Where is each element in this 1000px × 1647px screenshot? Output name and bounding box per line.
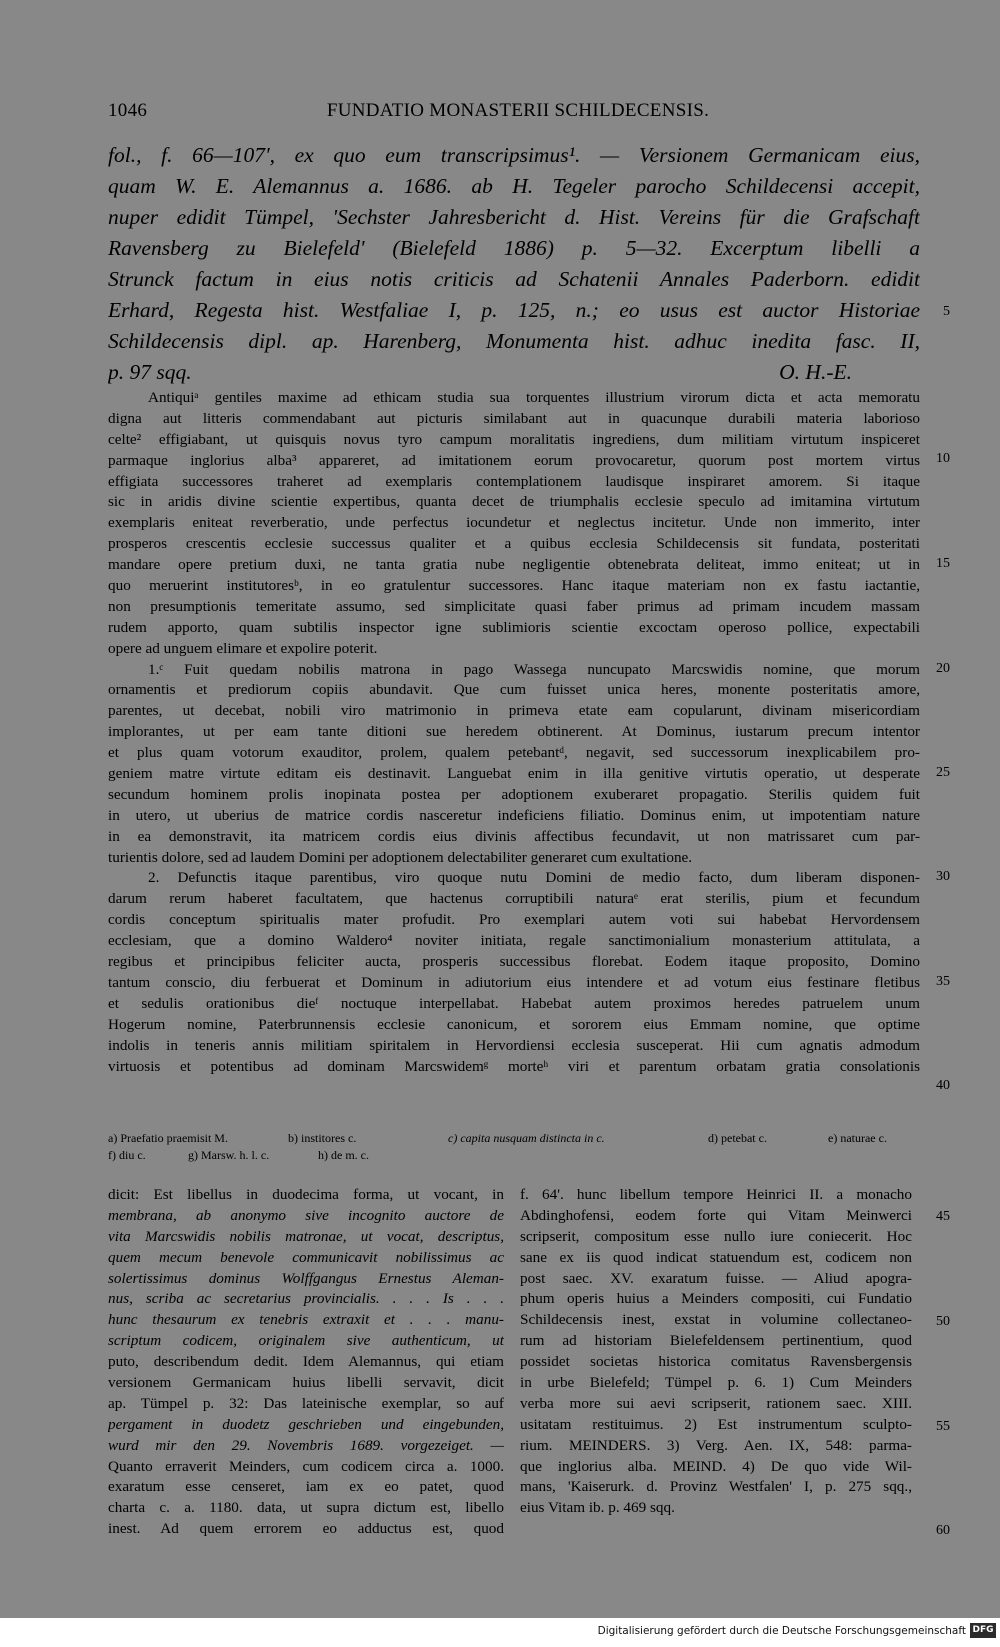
note-line: versionem Germanicam huius libelli servavit, dicit — [108, 1374, 504, 1392]
body-line: darum rerum haberet facultatem, que hactenus corruptibili naturaᵉ erat sterilis, pium et fecundum — [108, 890, 920, 908]
note-line: inest. Ad quem errorem eo adductus est, quod — [108, 1520, 504, 1538]
intro-line: p. 97 sqq. — [108, 360, 192, 384]
footnote: d) petebat c. — [708, 1131, 767, 1145]
note-line: Abdinghofensi, eodem forte qui Vitam Meinwerci — [520, 1206, 912, 1224]
funding-credit: Digitalisierung gefördert durch die Deutsche Forschungsgemeinschaft — [597, 1625, 966, 1637]
page-number: 1046 — [108, 100, 148, 121]
intro-line: nuper edidit Tümpel, 'Sechster Jahresbericht d. Hist. Vereins für die Grafschaft — [108, 205, 920, 229]
note-line: mans, 'Kaiserurk. d. Provinz Westfalen' I, p. 275 sqq., — [520, 1478, 912, 1496]
body-line: parentes, ut decebat, nobili viro matrimonio in primeva etate eam copularunt, divinam misericordiam — [108, 702, 920, 720]
body-line: in ea demonstravit, ita matricem cordis eius divinis affectibus fecundavit, ut non matrissaret cum par- — [108, 827, 920, 845]
digitization-footer — [0, 1618, 1000, 1647]
line-number: 10 — [936, 451, 950, 466]
body-line: et sedulis orationibus dieᶠ noctuque interpellabat. Habebat autem proximos heredes patruelem unum — [108, 994, 920, 1012]
footnote: a) Praefatio praemisit M. — [108, 1131, 228, 1145]
footnote: g) Marsw. h. l. c. — [188, 1148, 270, 1162]
body-line: Antiquiᵃ gentiles maxime ad ethicam studia sua torquentes illustrium virorum dicta et acta memoratu — [148, 389, 920, 406]
body-line: indolis in teneris annis militiam spiritalem in Hervordiensi ecclesia susceperat. Hii cum agnatis admodum — [108, 1036, 920, 1054]
footnote-row — [108, 1130, 908, 1147]
note-line: post saec. XV. exaratum fuisse. — Aliud apogra- — [520, 1269, 912, 1287]
note-line: ap. Tümpel p. 32: Das lateinische exemplar, so auf — [108, 1394, 504, 1412]
note-line: hunc thesaurum ex tenebris extraxit et . . . manu- — [108, 1311, 504, 1329]
intro-line: Strunck factum in eius notis criticis ad Schatenii Annales Paderborn. edidit — [108, 267, 920, 291]
body-line: Hogerum nomine, Paterbrunnensis ecclesie canonicum, et sororem eius Emmam nomine, que optime — [108, 1015, 920, 1033]
footnote-row — [108, 1147, 908, 1164]
line-number: 40 — [936, 1078, 950, 1093]
body-line: 1.ᶜ Fuit quedam nobilis matrona in pago Wassega nuncupato Marcswidis nomine, que morum — [148, 660, 920, 678]
line-number: 45 — [936, 1209, 950, 1224]
body-line: et plus quam votorum exauditor, prolem, qualem petebantᵈ, negavit, sed successorum inexplicabilem pro- — [108, 744, 920, 762]
body-line: rudem apporto, quam subtilis inspector igne sublimioris scientie excoctam operoso pollice, expectabili — [108, 618, 920, 636]
note-line: Schildecensis inest, exstat in volumine collectaneo- — [520, 1311, 912, 1329]
note-line: puto, describendum dedit. Idem Alemannus, qui etiam — [108, 1353, 504, 1371]
intro-line: fol., f. 66—107', ex quo eum transcripsimus¹. — Versionem Germanicam eius, — [108, 143, 920, 167]
body-line: cordis conceptum spiritualis mater profudit. Pro exemplari autem voti sui habebat Hervordensem — [108, 911, 920, 929]
note-line: phum operis huius a Meinders compositi, cui Fundatio — [520, 1290, 912, 1308]
note-line: charta c. a. 1180. data, ut supra dictum est, libello — [108, 1499, 504, 1517]
left-notes-column — [108, 1185, 504, 1540]
note-line: dicit: Est libellus in duodecima forma, ut vocant, in — [108, 1186, 504, 1203]
dfg-logo: DFG — [970, 1623, 996, 1638]
intro-line: Ravensberg zu Bielefeld' (Bielefeld 1886) p. 5—32. Excerptum libelli a — [108, 236, 920, 260]
body-line: ornamentis et prediorum copiis abundavit. Que cum fuisset unica heres, monente posteritatis amore, — [108, 681, 920, 699]
note-line: membrana, ab anonymo sive incognito auctore de — [108, 1206, 504, 1224]
body-line: ecclesiam, que a domino Waldero⁴ noviter initiata, regale sanctimonialium monasterium attitulata, a — [108, 932, 920, 950]
body-line: implorantes, ut per eam tante ditioni sue heredem obtinerent. At Dominus, iustarum precum intentor — [108, 723, 920, 741]
body-line: exemplaris eniteat reverberatio, unde perfectus iocundetur et neglectus incitetur. Unde non immerito, inter — [108, 514, 920, 532]
intro-line: Erhard, Regesta hist. Westfaliae I, p. 125, n.; eo usus est auctor Historiae — [108, 298, 920, 322]
body-line: geniem matre virtute editam eis destinavit. Languebat enim in illa genitive virtutis operatio, ut desperate — [108, 765, 920, 783]
body-line: tantum conscio, diu ferbuerat et Dominum in adiutorium eius intendere et ad votum eius festinare fletibus — [108, 973, 920, 991]
note-line: f. 64'. hunc libellum tempore Heinrici II. a monacho — [520, 1186, 912, 1203]
body-line: mandare opere pretium duxi, ne tanta gratia nube negligentie obtenebrata deliteat, immo eniteat; ut in — [108, 556, 920, 574]
note-line: que inglorius alba. MEIND. 4) De quo vide Wil- — [520, 1457, 912, 1475]
body-line: quo meruerint institutoresᵇ, in eo gratulentur successores. Hanc itaque materiam non ex fastu iactantie, — [108, 577, 920, 595]
footnote: h) de m. c. — [318, 1148, 369, 1162]
critical-apparatus — [108, 1130, 908, 1164]
note-line: vita Marcswidis nobilis matronae, ut vocat, descriptus, — [108, 1227, 504, 1245]
note-line: quem mecum benevole communicavit nobilissimus ac — [108, 1248, 504, 1266]
body-line: sic in aridis divine scientie expertibus, quanta decet de triumphalis ecclesie speculo ad imitamina virtutum — [108, 493, 920, 511]
note-line: rium. MEINDERS. 3) Verg. Aen. IX, 548: parma- — [520, 1436, 912, 1454]
footnote: f) diu c. — [108, 1148, 146, 1162]
line-number: 20 — [936, 661, 950, 676]
line-number: 50 — [936, 1314, 950, 1329]
body-line: 2. Defunctis itaque parentibus, viro quoque nutu Domini de medio facto, dum liberam disponen- — [148, 869, 920, 887]
intro-line: Schildecensis dipl. ap. Harenberg, Monumenta hist. adhuc inedita fasc. II, — [108, 329, 920, 353]
body-line: effigiata successores traheret ad exemplaris contemplationem laudisque inspiraret amorem. Si itaque — [108, 472, 920, 490]
main-text — [108, 388, 920, 1077]
line-number: 30 — [936, 869, 950, 884]
line-number: 55 — [936, 1419, 950, 1434]
body-line: non presumptionis temeritate assumo, sed simplicitate quasi faber primus ad primam incudem massam — [108, 597, 920, 615]
body-line: opere ad unguem elimare et expolire poterit. — [108, 639, 378, 657]
note-line: verba more sui aevi scripserit, rationem saec. XIII. — [520, 1394, 912, 1412]
note-line: nus, scriba ac secretarius provincialis. . . . Is . . . — [108, 1290, 504, 1308]
note-line: wurd mir den 29. Novembris 1689. vorgezeiget. — — [108, 1436, 504, 1454]
line-number: 35 — [936, 974, 950, 989]
right-notes-column — [520, 1185, 912, 1519]
note-line: solertissimus dominus Wolffgangus Ernestus Aleman- — [108, 1269, 504, 1287]
line-number: 25 — [936, 765, 950, 780]
note-line: sane ex iis quod indicat statuendum est, codicem non — [520, 1248, 912, 1266]
note-line: in urbe Bielefeld; Tümpel p. 6. 1) Cum Meinders — [520, 1374, 912, 1392]
note-line: rum ad historiam Bielefeldensem pertinentium, quod — [520, 1332, 912, 1350]
footnote: c) capita nusquam distincta in c. — [448, 1131, 605, 1145]
line-number: 15 — [936, 556, 950, 571]
body-line: parmaque inglorius alba³ appareret, ad imitationem eorum provocaretur, quorum post mortem virtus — [108, 451, 920, 469]
note-line: scriptum codicem, originalem sive authenticum, ut — [108, 1332, 504, 1350]
footnote: b) institores c. — [288, 1131, 357, 1145]
body-line: in utero, ut uberius de matrice cordis nasceretur indeficiens filiatio. Dominus enim, ut impotentiam nature — [108, 806, 920, 824]
body-line: turientis dolore, sed ad laudem Domini per adoptionem delectabiliter generaret cum exultatione. — [108, 848, 693, 866]
line-number: 60 — [936, 1523, 950, 1538]
intro-last-line — [108, 357, 920, 388]
line-number: 5 — [943, 304, 950, 319]
intro-line: quam W. E. Alemannus a. 1686. ab H. Tegeler parocho Schildecensi accepit, — [108, 174, 920, 198]
note-line: pergament in duodetz geschrieben und eingebunden, — [108, 1415, 504, 1433]
note-line: possidet societas historica comitatus Ravensbergensis — [520, 1353, 912, 1371]
body-line: regibus et principibus feliciter aucta, prosperis successibus florebat. Eodem itaque proposito, Domino — [108, 953, 920, 971]
footnote: e) naturae c. — [828, 1131, 887, 1145]
body-line: celte² effigiabant, ut quisquis novus tyro campum moralitatis ingrediens, dum militiam virtutum inspiceret — [108, 430, 920, 448]
body-line: secundum hominem prolis inopinata postea per adoptionem exuberaret propagatio. Sterilis quidem fuit — [108, 785, 920, 803]
intro-paragraph — [108, 140, 920, 388]
note-line: usitatam restituimus. 2) Est instrumentum sculpto- — [520, 1415, 912, 1433]
body-line: digna aut litteris commendabant aut picturis similabant aut in quacunque durabili materia laborioso — [108, 409, 920, 427]
body-line: prosperos crescentis ecclesie successus qualiter et a quibus ecclesia Schildecensis sit fundata, posteritati — [108, 535, 920, 553]
note-line: scripserit, compositum esse nullo iure coniecerit. Hoc — [520, 1227, 912, 1245]
editor-signature: O. H.-E. — [779, 360, 852, 384]
note-line: eius Vitam ib. p. 469 sqq. — [520, 1499, 675, 1517]
note-line: Quanto erraverit Meinders, cum codicem circa a. 1000. — [108, 1457, 504, 1475]
note-line: exaratum esse censeret, iam ex eo patet, quod — [108, 1478, 504, 1496]
page-title: FUNDATIO MONASTERII SCHILDECENSIS. — [326, 100, 710, 121]
body-line: virtuosis et potentibus ad dominam Marcswidemᵍ morteʰ viri et parentum orbatam gratia consolationis — [108, 1057, 920, 1075]
